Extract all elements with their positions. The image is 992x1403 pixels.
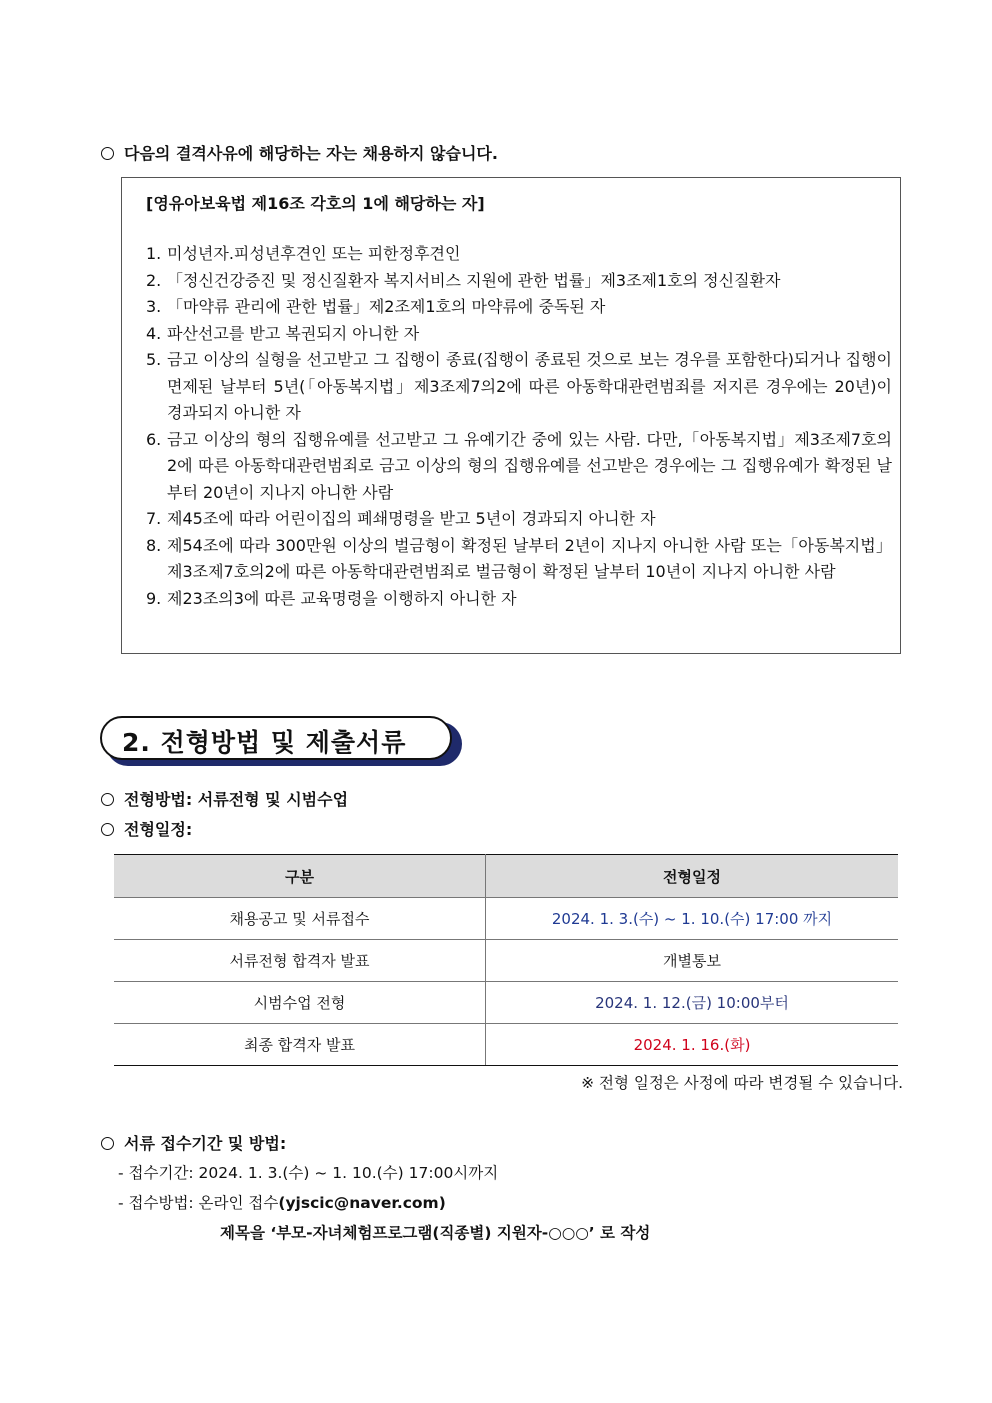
circle-bullet-icon bbox=[101, 147, 114, 160]
table-row bbox=[114, 940, 898, 982]
list-item: 1. 미성년자.피성년후견인 또는 피한정후견인 bbox=[146, 244, 461, 263]
table-row bbox=[114, 1024, 898, 1066]
list-item: 6. 금고 이상의 형의 집행유예를 선고받고 그 유예기간 중에 있는 사람. 다만,「아동복지법」제3조제7호의2에 따른 아동학대관련범죄로 금고 이상의 형의 집행유예를 선고받은 경우에는 그 집행유예가 확정된 날부터 20년이 지나지 아니한 사람 bbox=[146, 429, 892, 502]
row-value: 개별통보 bbox=[486, 940, 899, 982]
table-row bbox=[114, 898, 898, 940]
list-item: 4. 파산선고를 받고 복권되지 아니한 자 bbox=[146, 323, 420, 343]
table-header-row bbox=[114, 855, 898, 898]
application-method: - 접수방법: 온라인 접수(yjscic@naver.com) bbox=[118, 1194, 446, 1212]
schedule-table bbox=[114, 854, 898, 1066]
list-item: 7. 제45조에 따라 어린이집의 폐쇄명령을 받고 5년이 경과되지 아니한 자 bbox=[146, 509, 656, 528]
header-schedule: 전형일정 bbox=[486, 855, 899, 898]
circle-bullet-icon bbox=[101, 793, 114, 806]
circle-bullet-icon bbox=[101, 1137, 114, 1150]
email-address: (yjscic@naver.com) bbox=[278, 1194, 446, 1212]
list-item: 9. 제23조의3에 따른 교육명령을 이행하지 아니한 자 bbox=[146, 588, 517, 608]
application-heading: 서류 접수기간 및 방법: bbox=[101, 1131, 286, 1154]
heading-frame bbox=[100, 716, 452, 760]
email-subject-instruction: 제목을 ‘부모-자녀체험프로그램(직종별) 지원자-○○○’ 로 작성 bbox=[220, 1224, 651, 1242]
row-label: 채용공고 및 서류접수 bbox=[114, 898, 486, 940]
disqualification-intro: 다음의 결격사유에 해당하는 자는 채용하지 않습니다. bbox=[101, 141, 498, 164]
disqualification-list bbox=[146, 241, 892, 612]
row-label: 최종 합격자 발표 bbox=[114, 1024, 486, 1066]
list-item: 8. 제54조에 따라 300만원 이상의 벌금형이 확정된 날부터 2년이 지나지 아니한 사람 또는「아동복지법」제3조제7호의2에 따른 아동학대관련범죄로 벌금형이 확정된 날부터 10년이 지나지 아니한 사람 bbox=[146, 535, 892, 581]
box-title: [영유아보육법 제16조 각호의 1에 해당하는 자] bbox=[146, 194, 485, 213]
row-value: 2024. 1. 16.(화) bbox=[486, 1024, 899, 1066]
list-item: 3. 「마약류 관리에 관한 법률」제2조제1호의 마약류에 중독된 자 bbox=[146, 297, 606, 316]
list-item: 5. 금고 이상의 실형을 선고받고 그 집행이 종료(집행이 종료된 것으로 보는 경우를 포함한다)되거나 집행이 면제된 날부터 5년(「아동복지법」제3조제7의2에 따른 아동학대관련범죄를 저지른 경우에는 20년)이 경과되지 아니한 자 bbox=[146, 350, 892, 422]
circle-bullet-icon bbox=[101, 823, 114, 836]
table-row bbox=[114, 982, 898, 1024]
schedule-note: ※ 전형 일정은 사정에 따라 변경될 수 있습니다. bbox=[581, 1074, 903, 1092]
section-2-heading bbox=[100, 716, 456, 764]
header-category: 구분 bbox=[114, 855, 486, 898]
selection-method: 전형방법: 서류전형 및 시범수업 bbox=[101, 787, 348, 810]
schedule-label: 전형일정: bbox=[101, 817, 192, 840]
list-item: 2. 「정신건강증진 및 정신질환자 복지서비스 지원에 관한 법률」제3조제1호의 정신질환자 bbox=[146, 270, 781, 290]
section-title: 2. 전형방법 및 제출서류 bbox=[122, 728, 407, 757]
application-period: - 접수기간: 2024. 1. 3.(수) ~ 1. 10.(수) 17:00시까지 bbox=[118, 1164, 499, 1182]
row-label: 서류전형 합격자 발표 bbox=[114, 940, 486, 982]
row-value: 2024. 1. 12.(금) 10:00부터 bbox=[486, 982, 899, 1024]
row-label: 시범수업 전형 bbox=[114, 982, 486, 1024]
row-value: 2024. 1. 3.(수) ~ 1. 10.(수) 17:00 까지 bbox=[486, 898, 899, 940]
